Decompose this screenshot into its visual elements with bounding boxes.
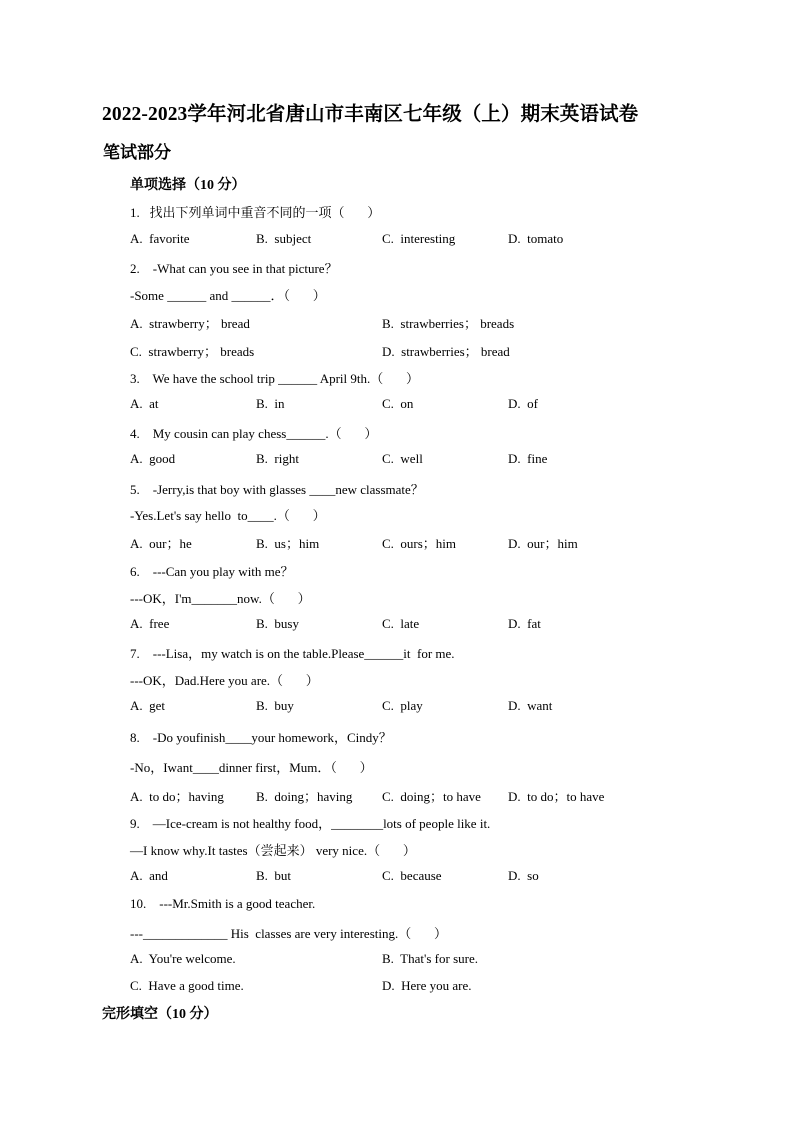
question-9-option-d: D. so — [508, 868, 539, 883]
question-8-option-b: B. doing；having — [256, 789, 353, 804]
question-3-option-d: D. of — [508, 396, 538, 411]
question-10-option-d: D. Here you are. — [382, 978, 472, 993]
question-2-option-b: B. strawberries； breads — [382, 316, 515, 331]
question-3-stem: 3. We have the school trip ______ April 9th.（ ） — [130, 371, 420, 386]
question-5-stem-line-2: -Yes.Let's say hello to____.（ ） — [130, 508, 326, 523]
question-7-stem: 7. ---Lisa，my watch is on the table.Please______it for me. — [130, 646, 455, 661]
question-2-option-d: D. strawberries； bread — [382, 344, 510, 359]
question-2-stem: 2. -What can you see in that picture？ — [130, 261, 338, 276]
question-7-option-c: C. play — [382, 698, 423, 713]
question-2-option-c: C. strawberry； breads — [130, 344, 255, 359]
section-heading-cloze: 完形填空（10 分） — [102, 1007, 218, 1022]
question-6-option-c: C. late — [382, 616, 420, 631]
question-4-option-b: B. right — [256, 451, 299, 466]
question-6-stem-line-2: ---OK，I'm_______now.（ ） — [130, 591, 311, 606]
question-8-option-a: A. to do；having — [130, 789, 224, 804]
question-5-option-b: B. us；him — [256, 536, 320, 551]
question-1-option-c: C. interesting — [382, 231, 456, 246]
question-3-option-c: C. on — [382, 396, 414, 411]
question-4-option-d: D. fine — [508, 451, 548, 466]
question-5-stem: 5. -Jerry,is that boy with glasses ____new classmate？ — [130, 482, 424, 497]
question-10-stem-line-2: ---_____________ His classes are very interesting.（ ） — [130, 926, 447, 941]
question-7-option-a: A. get — [130, 698, 166, 713]
question-3-option-b: B. in — [256, 396, 285, 411]
question-8-option-d: D. to do；to have — [508, 789, 605, 804]
question-2-option-a: A. strawberry； bread — [130, 316, 250, 331]
question-5-option-a: A. our；he — [130, 536, 192, 551]
question-4-stem: 4. My cousin can play chess______.（ ） — [130, 426, 378, 441]
question-10-option-a: A. You're welcome. — [130, 951, 236, 966]
question-4-option-c: C. well — [382, 451, 423, 466]
question-8-stem: 8. -Do youfinish____your homework，Cindy？ — [130, 730, 392, 745]
question-6-option-d: D. fat — [508, 616, 541, 631]
question-7-option-b: B. buy — [256, 698, 294, 713]
question-1-option-a: A. favorite — [130, 231, 190, 246]
question-7-stem-line-2: ---OK，Dad.Here you are.（ ） — [130, 673, 319, 688]
question-8-stem-line-2: -No，Iwant____dinner first，Mum．（ ） — [130, 760, 373, 775]
question-5-option-d: D. our；him — [508, 536, 578, 551]
question-4-option-a: A. good — [130, 451, 176, 466]
question-9-stem-line-2: —I know why.It tastes（尝起来） very nice.（ ） — [130, 843, 416, 858]
question-9-stem: 9. —Ice-cream is not healthy food，________lots of people like it. — [130, 816, 491, 831]
question-6-option-a: A. free — [130, 616, 170, 631]
question-6-stem: 6. ---Can you play with me？ — [130, 564, 294, 579]
question-7-option-d: D. want — [508, 698, 553, 713]
question-9-option-a: A. and — [130, 868, 168, 883]
section-heading-single-choice: 单项选择（10 分） — [130, 178, 246, 193]
document-title: 2022-2023学年河北省唐山市丰南区七年级（上）期末英语试卷 — [102, 104, 639, 125]
question-10-option-b: B. That's for sure. — [382, 951, 478, 966]
question-2-stem-line-2: -Some ______ and ______．（ ） — [130, 288, 326, 303]
question-1-stem: 1. 找出下列单词中重音不同的一项（ ） — [130, 205, 381, 220]
question-8-option-c: C. doing；to have — [382, 789, 481, 804]
question-3-option-a: A. at — [130, 396, 159, 411]
question-9-option-c: C. because — [382, 868, 442, 883]
section-heading-written: 笔试部分 — [103, 143, 171, 162]
question-10-option-c: C. Have a good time. — [130, 978, 244, 993]
question-1-option-d: D. tomato — [508, 231, 564, 246]
question-5-option-c: C. ours；him — [382, 536, 457, 551]
question-6-option-b: B. busy — [256, 616, 299, 631]
question-9-option-b: B. but — [256, 868, 292, 883]
question-1-option-b: B. subject — [256, 231, 312, 246]
question-10-stem: 10. ---Mr.Smith is a good teacher. — [130, 896, 316, 911]
